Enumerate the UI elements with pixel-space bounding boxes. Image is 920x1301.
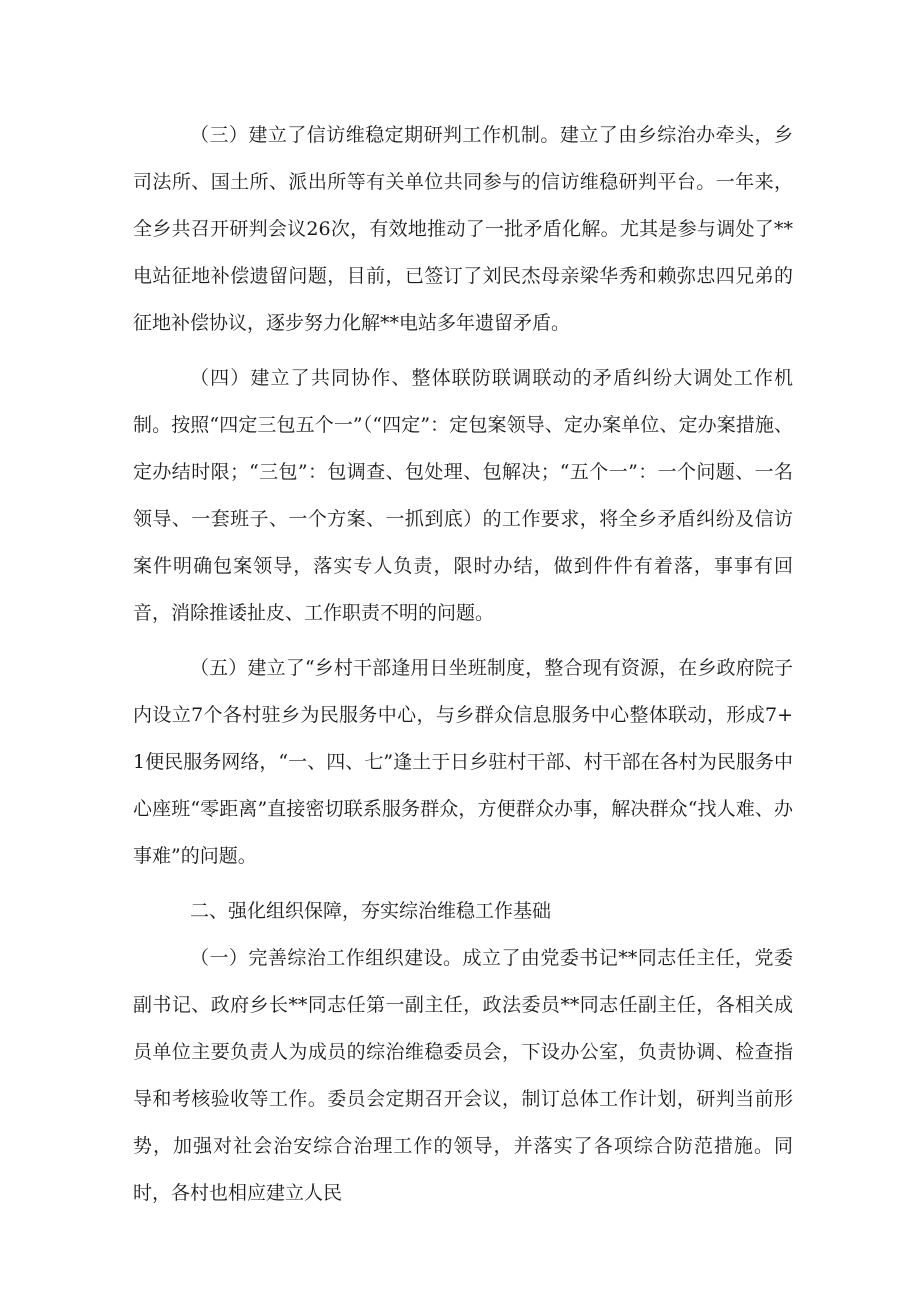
paragraph-service-center: （五）建立了“乡村干部逢用日坐班制度，整合现有资源，在乡政府院子内设立7个各村驻乡为民服务中心，与乡群众信息服务中心整体联动，形成7+1便民服务网络，“一、四、七”逢土于日乡驻村干部、村干部在各村为民服务中心座班“零距离”直接密切联系服务群众，方便群众办事，解决群众“找人难、办事难”的问题。 — [133, 657, 793, 867]
paragraph-dispute-mediation: （四）建立了共同协作、整体联防联调联动的矛盾纠纷大调处工作机制。按照“四定三包五个一”（“四定”：定包案领导、定办案单位、定办案措施、定办结时限；“三包”：包调查、包处理、包解决；“五个一”：一个问题、一名领导、一套班子、一个方案、一抓到底）的工作要求，将全乡矛盾纠纷及信访案件明确包案领导，落实专人负责，限时办结，做到件件有着落，事事有回音，消除推诿扯皮、工作职责不明的问题。 — [133, 367, 793, 624]
document-body — [133, 112, 793, 1217]
section-heading: 二、强化组织保障，夯实综治维稳工作基础 — [190, 900, 552, 922]
paragraph-organization: （一）完善综治工作组织建设。成立了由党委书记**同志任主任，党委副书记、政府乡长**同志任第一副主任，政法委员**同志任副主任，各相关成员单位主要负责人为成员的综治维稳委员会，下设办公室，负责协调、检查指导和考核验收等工作。委员会定期召开会议，制订总体工作计划，研判当前形势，加强对社会治安综合治理工作的领导，并落实了各项综合防范措施。同时，各村也相应建立人民 — [133, 947, 793, 1204]
paragraph-petition-mechanism: （三）建立了信访维稳定期研判工作机制。建立了由乡综治办牵头，乡司法所、国土所、派出所等有关单位共同参与的信访维稳研判平台。一年来，全乡共召开研判会议26次，有效地推动了一批矛盾化解。尤其是参与调处了**电站征地补偿遗留问题，目前，已签订了刘民杰母亲梁华秀和赖弥忠四兄弟的征地补偿协议，逐步努力化解**电站多年遗留矛盾。 — [133, 124, 793, 334]
